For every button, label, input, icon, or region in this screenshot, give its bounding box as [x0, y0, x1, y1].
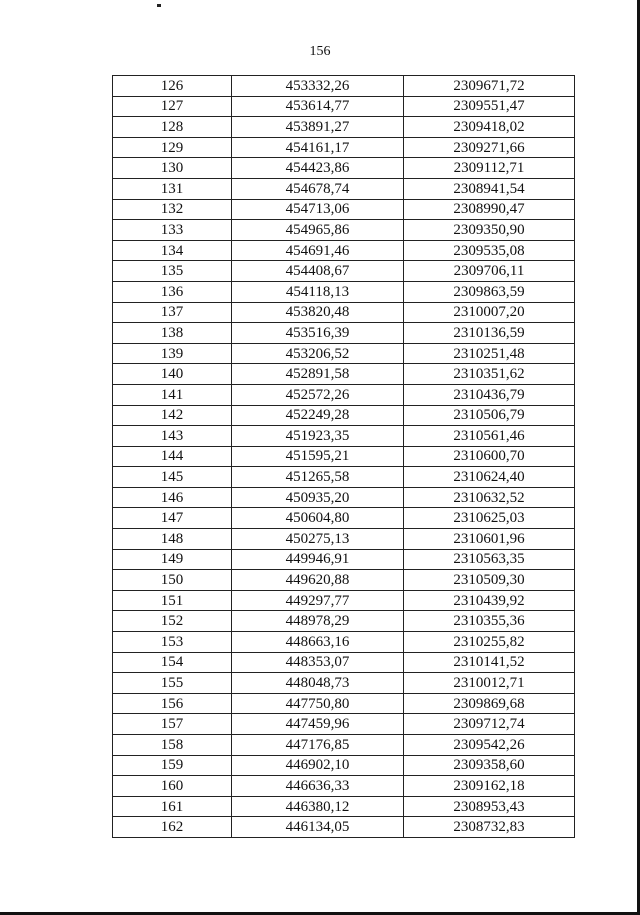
- point-number-cell: 153: [113, 632, 232, 653]
- y-coordinate-cell: 2310509,30: [404, 570, 575, 591]
- y-coordinate-cell: 2310136,59: [404, 323, 575, 344]
- scan-artifact-mark: [157, 4, 161, 7]
- point-number-cell: 158: [113, 735, 232, 756]
- point-number-cell: 159: [113, 755, 232, 776]
- point-number-cell: 144: [113, 446, 232, 467]
- point-number-cell: 126: [113, 76, 232, 97]
- y-coordinate-cell: 2309869,68: [404, 693, 575, 714]
- table-row: [113, 467, 575, 488]
- table-row: [113, 199, 575, 220]
- y-coordinate-cell: 2309706,11: [404, 261, 575, 282]
- y-coordinate-cell: 2310012,71: [404, 673, 575, 694]
- table-row: [113, 796, 575, 817]
- table-row: [113, 487, 575, 508]
- x-coordinate-cell: 447176,85: [232, 735, 404, 756]
- table-row: [113, 240, 575, 261]
- x-coordinate-cell: 451923,35: [232, 426, 404, 447]
- y-coordinate-cell: 2308941,54: [404, 178, 575, 199]
- table-row: [113, 817, 575, 838]
- x-coordinate-cell: 454965,86: [232, 220, 404, 241]
- y-coordinate-cell: 2310561,46: [404, 426, 575, 447]
- y-coordinate-cell: 2308953,43: [404, 796, 575, 817]
- table-row: [113, 158, 575, 179]
- y-coordinate-cell: 2309542,26: [404, 735, 575, 756]
- table-row: [113, 446, 575, 467]
- x-coordinate-cell: 453891,27: [232, 117, 404, 138]
- x-coordinate-cell: 454118,13: [232, 281, 404, 302]
- y-coordinate-cell: 2309551,47: [404, 96, 575, 117]
- x-coordinate-cell: 454713,06: [232, 199, 404, 220]
- y-coordinate-cell: 2310600,70: [404, 446, 575, 467]
- table-row: [113, 281, 575, 302]
- table-row: [113, 755, 575, 776]
- x-coordinate-cell: 449297,77: [232, 590, 404, 611]
- x-coordinate-cell: 453206,52: [232, 343, 404, 364]
- x-coordinate-cell: 454408,67: [232, 261, 404, 282]
- x-coordinate-cell: 448048,73: [232, 673, 404, 694]
- point-number-cell: 134: [113, 240, 232, 261]
- x-coordinate-cell: 451595,21: [232, 446, 404, 467]
- x-coordinate-cell: 450935,20: [232, 487, 404, 508]
- table-row: [113, 673, 575, 694]
- point-number-cell: 151: [113, 590, 232, 611]
- x-coordinate-cell: 452249,28: [232, 405, 404, 426]
- x-coordinate-cell: 452891,58: [232, 364, 404, 385]
- x-coordinate-cell: 454161,17: [232, 137, 404, 158]
- x-coordinate-cell: 453332,26: [232, 76, 404, 97]
- table-row: [113, 508, 575, 529]
- y-coordinate-cell: 2309671,72: [404, 76, 575, 97]
- y-coordinate-cell: 2310141,52: [404, 652, 575, 673]
- y-coordinate-cell: 2309162,18: [404, 776, 575, 797]
- x-coordinate-cell: 446134,05: [232, 817, 404, 838]
- y-coordinate-cell: 2310601,96: [404, 529, 575, 550]
- y-coordinate-cell: 2309112,71: [404, 158, 575, 179]
- x-coordinate-cell: 450275,13: [232, 529, 404, 550]
- point-number-cell: 132: [113, 199, 232, 220]
- point-number-cell: 131: [113, 178, 232, 199]
- y-coordinate-cell: 2310255,82: [404, 632, 575, 653]
- y-coordinate-cell: 2310506,79: [404, 405, 575, 426]
- table-row: [113, 570, 575, 591]
- point-number-cell: 129: [113, 137, 232, 158]
- table-row: [113, 405, 575, 426]
- table-row: [113, 652, 575, 673]
- point-number-cell: 155: [113, 673, 232, 694]
- point-number-cell: 141: [113, 384, 232, 405]
- y-coordinate-cell: 2308732,83: [404, 817, 575, 838]
- point-number-cell: 148: [113, 529, 232, 550]
- coordinates-table: [112, 75, 575, 838]
- table-row: [113, 364, 575, 385]
- y-coordinate-cell: 2310007,20: [404, 302, 575, 323]
- table-row: [113, 343, 575, 364]
- point-number-cell: 133: [113, 220, 232, 241]
- y-coordinate-cell: 2309271,66: [404, 137, 575, 158]
- table-row: [113, 714, 575, 735]
- coordinates-table-body: [113, 76, 575, 838]
- table-row: [113, 632, 575, 653]
- point-number-cell: 135: [113, 261, 232, 282]
- point-number-cell: 154: [113, 652, 232, 673]
- point-number-cell: 157: [113, 714, 232, 735]
- y-coordinate-cell: 2309418,02: [404, 117, 575, 138]
- point-number-cell: 147: [113, 508, 232, 529]
- x-coordinate-cell: 446636,33: [232, 776, 404, 797]
- table-row: [113, 323, 575, 344]
- point-number-cell: 139: [113, 343, 232, 364]
- y-coordinate-cell: 2309712,74: [404, 714, 575, 735]
- point-number-cell: 160: [113, 776, 232, 797]
- point-number-cell: 146: [113, 487, 232, 508]
- y-coordinate-cell: 2310439,92: [404, 590, 575, 611]
- point-number-cell: 128: [113, 117, 232, 138]
- table-row: [113, 384, 575, 405]
- point-number-cell: 138: [113, 323, 232, 344]
- table-row: [113, 611, 575, 632]
- x-coordinate-cell: 452572,26: [232, 384, 404, 405]
- point-number-cell: 145: [113, 467, 232, 488]
- y-coordinate-cell: 2309358,60: [404, 755, 575, 776]
- table-row: [113, 117, 575, 138]
- point-number-cell: 130: [113, 158, 232, 179]
- table-row: [113, 76, 575, 97]
- table-row: [113, 776, 575, 797]
- y-coordinate-cell: 2310351,62: [404, 364, 575, 385]
- x-coordinate-cell: 448663,16: [232, 632, 404, 653]
- x-coordinate-cell: 448978,29: [232, 611, 404, 632]
- y-coordinate-cell: 2310624,40: [404, 467, 575, 488]
- y-coordinate-cell: 2309863,59: [404, 281, 575, 302]
- x-coordinate-cell: 450604,80: [232, 508, 404, 529]
- y-coordinate-cell: 2310355,36: [404, 611, 575, 632]
- table-row: [113, 220, 575, 241]
- point-number-cell: 136: [113, 281, 232, 302]
- y-coordinate-cell: 2310632,52: [404, 487, 575, 508]
- table-row: [113, 529, 575, 550]
- point-number-cell: 143: [113, 426, 232, 447]
- x-coordinate-cell: 449620,88: [232, 570, 404, 591]
- y-coordinate-cell: 2310436,79: [404, 384, 575, 405]
- table-row: [113, 261, 575, 282]
- x-coordinate-cell: 453516,39: [232, 323, 404, 344]
- point-number-cell: 140: [113, 364, 232, 385]
- x-coordinate-cell: 448353,07: [232, 652, 404, 673]
- y-coordinate-cell: 2310563,35: [404, 549, 575, 570]
- y-coordinate-cell: 2310251,48: [404, 343, 575, 364]
- x-coordinate-cell: 453614,77: [232, 96, 404, 117]
- point-number-cell: 149: [113, 549, 232, 570]
- y-coordinate-cell: 2308990,47: [404, 199, 575, 220]
- table-row: [113, 693, 575, 714]
- point-number-cell: 150: [113, 570, 232, 591]
- y-coordinate-cell: 2309350,90: [404, 220, 575, 241]
- table-row: [113, 426, 575, 447]
- page-number: 156: [309, 44, 331, 59]
- table-row: [113, 96, 575, 117]
- point-number-cell: 142: [113, 405, 232, 426]
- table-row: [113, 549, 575, 570]
- table-row: [113, 735, 575, 756]
- x-coordinate-cell: 446380,12: [232, 796, 404, 817]
- x-coordinate-cell: 449946,91: [232, 549, 404, 570]
- point-number-cell: 162: [113, 817, 232, 838]
- x-coordinate-cell: 454423,86: [232, 158, 404, 179]
- table-row: [113, 302, 575, 323]
- x-coordinate-cell: 447750,80: [232, 693, 404, 714]
- y-coordinate-cell: 2310625,03: [404, 508, 575, 529]
- point-number-cell: 137: [113, 302, 232, 323]
- x-coordinate-cell: 454691,46: [232, 240, 404, 261]
- x-coordinate-cell: 447459,96: [232, 714, 404, 735]
- y-coordinate-cell: 2309535,08: [404, 240, 575, 261]
- table-row: [113, 178, 575, 199]
- table-row: [113, 137, 575, 158]
- point-number-cell: 161: [113, 796, 232, 817]
- x-coordinate-cell: 453820,48: [232, 302, 404, 323]
- point-number-cell: 127: [113, 96, 232, 117]
- x-coordinate-cell: 454678,74: [232, 178, 404, 199]
- table-row: [113, 590, 575, 611]
- x-coordinate-cell: 451265,58: [232, 467, 404, 488]
- x-coordinate-cell: 446902,10: [232, 755, 404, 776]
- point-number-cell: 152: [113, 611, 232, 632]
- point-number-cell: 156: [113, 693, 232, 714]
